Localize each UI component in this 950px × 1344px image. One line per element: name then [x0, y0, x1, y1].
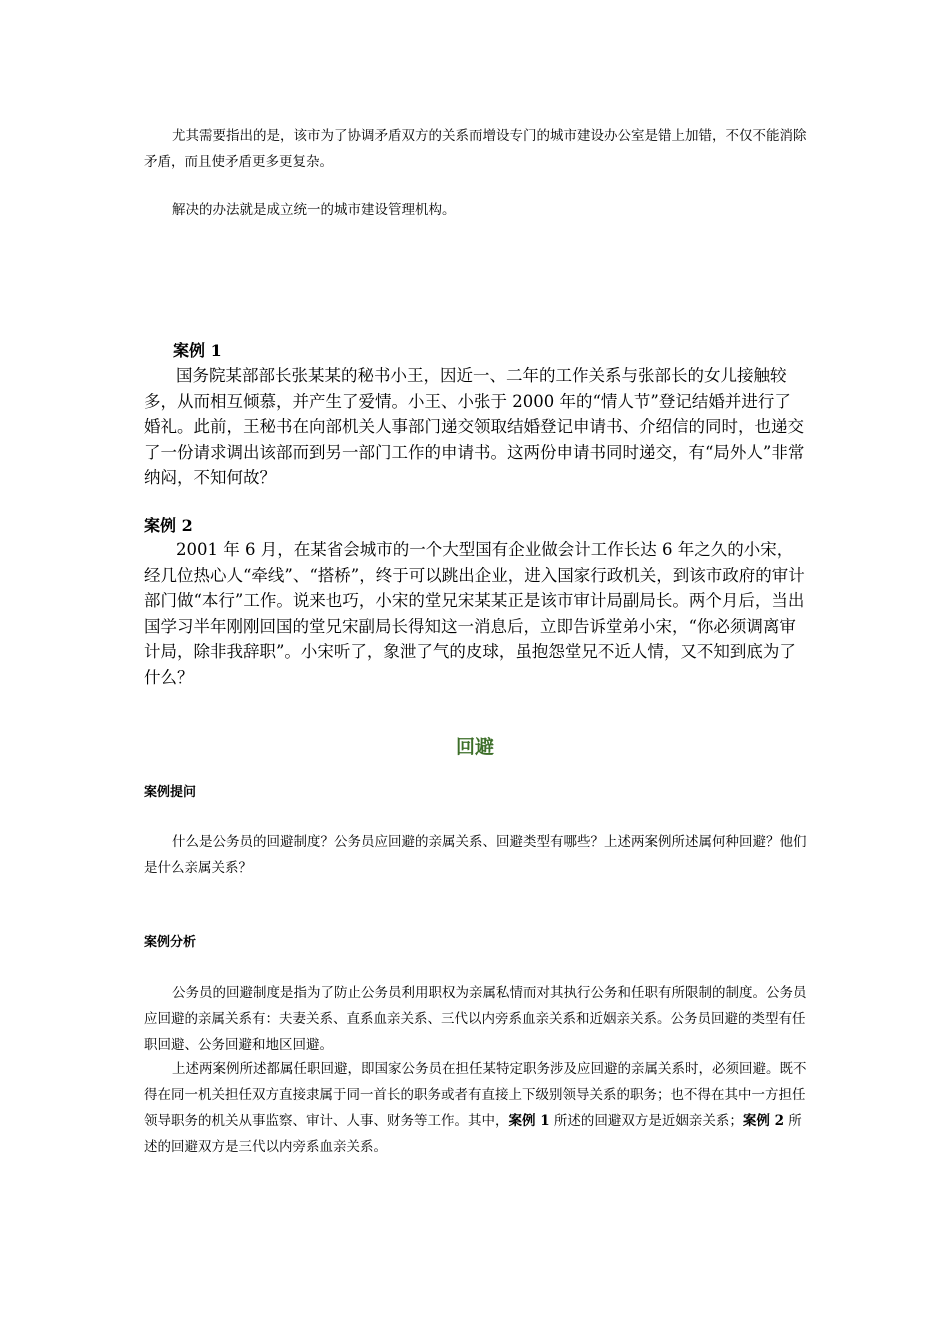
analysis-paragraph-2-part-2: 所述的回避双方是近姻亲关系；: [549, 1113, 743, 1129]
case-1-body: 国务院某部部长张某某的秘书小王，因近一、二年的工作关系与张部长的女儿接触较多，从而相互倾慕，并产生了爱情。小王、小张于 2000 年的“情人节”登记结婚并进行了婚礼。此前，王秘书在向部机关人事部门递交领取结婚登记申请书、介绍信的同时，也递交了一份请求调出该部而到另一部门工作的申请书。这两份申请书同时递交，有“局外人”非常纳闷，不知何故？: [144, 366, 805, 487]
case-2-body: 2001 年 6 月，在某省会城市的一个大型国有企业做会计工作长达 6 年之久的小宋，经几位热心人“牵线”、“搭桥”，终于可以跳出企业，进入国家行政机关，到该市政府的审计部门做“本行”工作。说来也巧，小宋的堂兄宋某某正是该市审计局副局长。两个月后，当出国学习半年刚刚回国的堂兄宋副局长得知这一消息后，立即告诉堂弟小宋，“你必须调离审计局，除非我辞职”。小宋听了，象泄了气的皮球，虽抱怨堂兄不近人情，又不知到底为了什么？: [144, 540, 805, 687]
section-title: 回避: [455, 736, 494, 758]
case-1-reference: 案例 1: [508, 1113, 550, 1129]
analysis-paragraph-2-part-3: 所述的回避双方是三代以内旁系血亲关系。: [144, 1113, 802, 1155]
questions-heading: 案例提问: [144, 785, 197, 800]
analysis-paragraph-2: [144, 1056, 814, 1160]
intro-paragraph-2: 解决的办法就是成立统一的城市建设管理机构。: [172, 202, 456, 218]
analysis-paragraph-1: 公务员的回避制度是指为了防止公务员利用职权为亲属私情而对其执行公务和任职有所限制的制度。公务员应回避的亲属关系有：夫妻关系、直系血亲关系、三代以内旁系血亲关系和近姻亲关系。公务员回避的类型有任职回避、公务回避和地区回避。: [144, 985, 807, 1053]
intro-paragraph-1: 尤其需要指出的是，该市为了协调矛盾双方的关系而增设专门的城市建设办公室是错上加错，不仅不能消除矛盾，而且使矛盾更多更复杂。: [144, 128, 807, 170]
questions-body: 什么是公务员的回避制度？公务员应回避的亲属关系、回避类型有哪些？上述两案例所述属何种回避？他们是什么亲属关系？: [144, 834, 807, 876]
case-2-reference: 案例 2: [742, 1113, 784, 1129]
analysis-heading: 案例分析: [144, 935, 197, 950]
case-1-heading: 案例 1: [173, 341, 222, 360]
analysis-paragraph-2-part-1: 上述两案例所述都属任职回避，即国家公务员在担任某特定职务涉及应回避的亲属关系时，必须回避。既不得在同一机关担任双方直接隶属于同一首长的职务或者有直接上下级别领导关系的职务；也不得在其中一方担任领导职务的机关从事监察、审计、人事、财务等工作。其中，: [144, 1061, 807, 1129]
case-2-heading: 案例 2: [144, 516, 193, 535]
